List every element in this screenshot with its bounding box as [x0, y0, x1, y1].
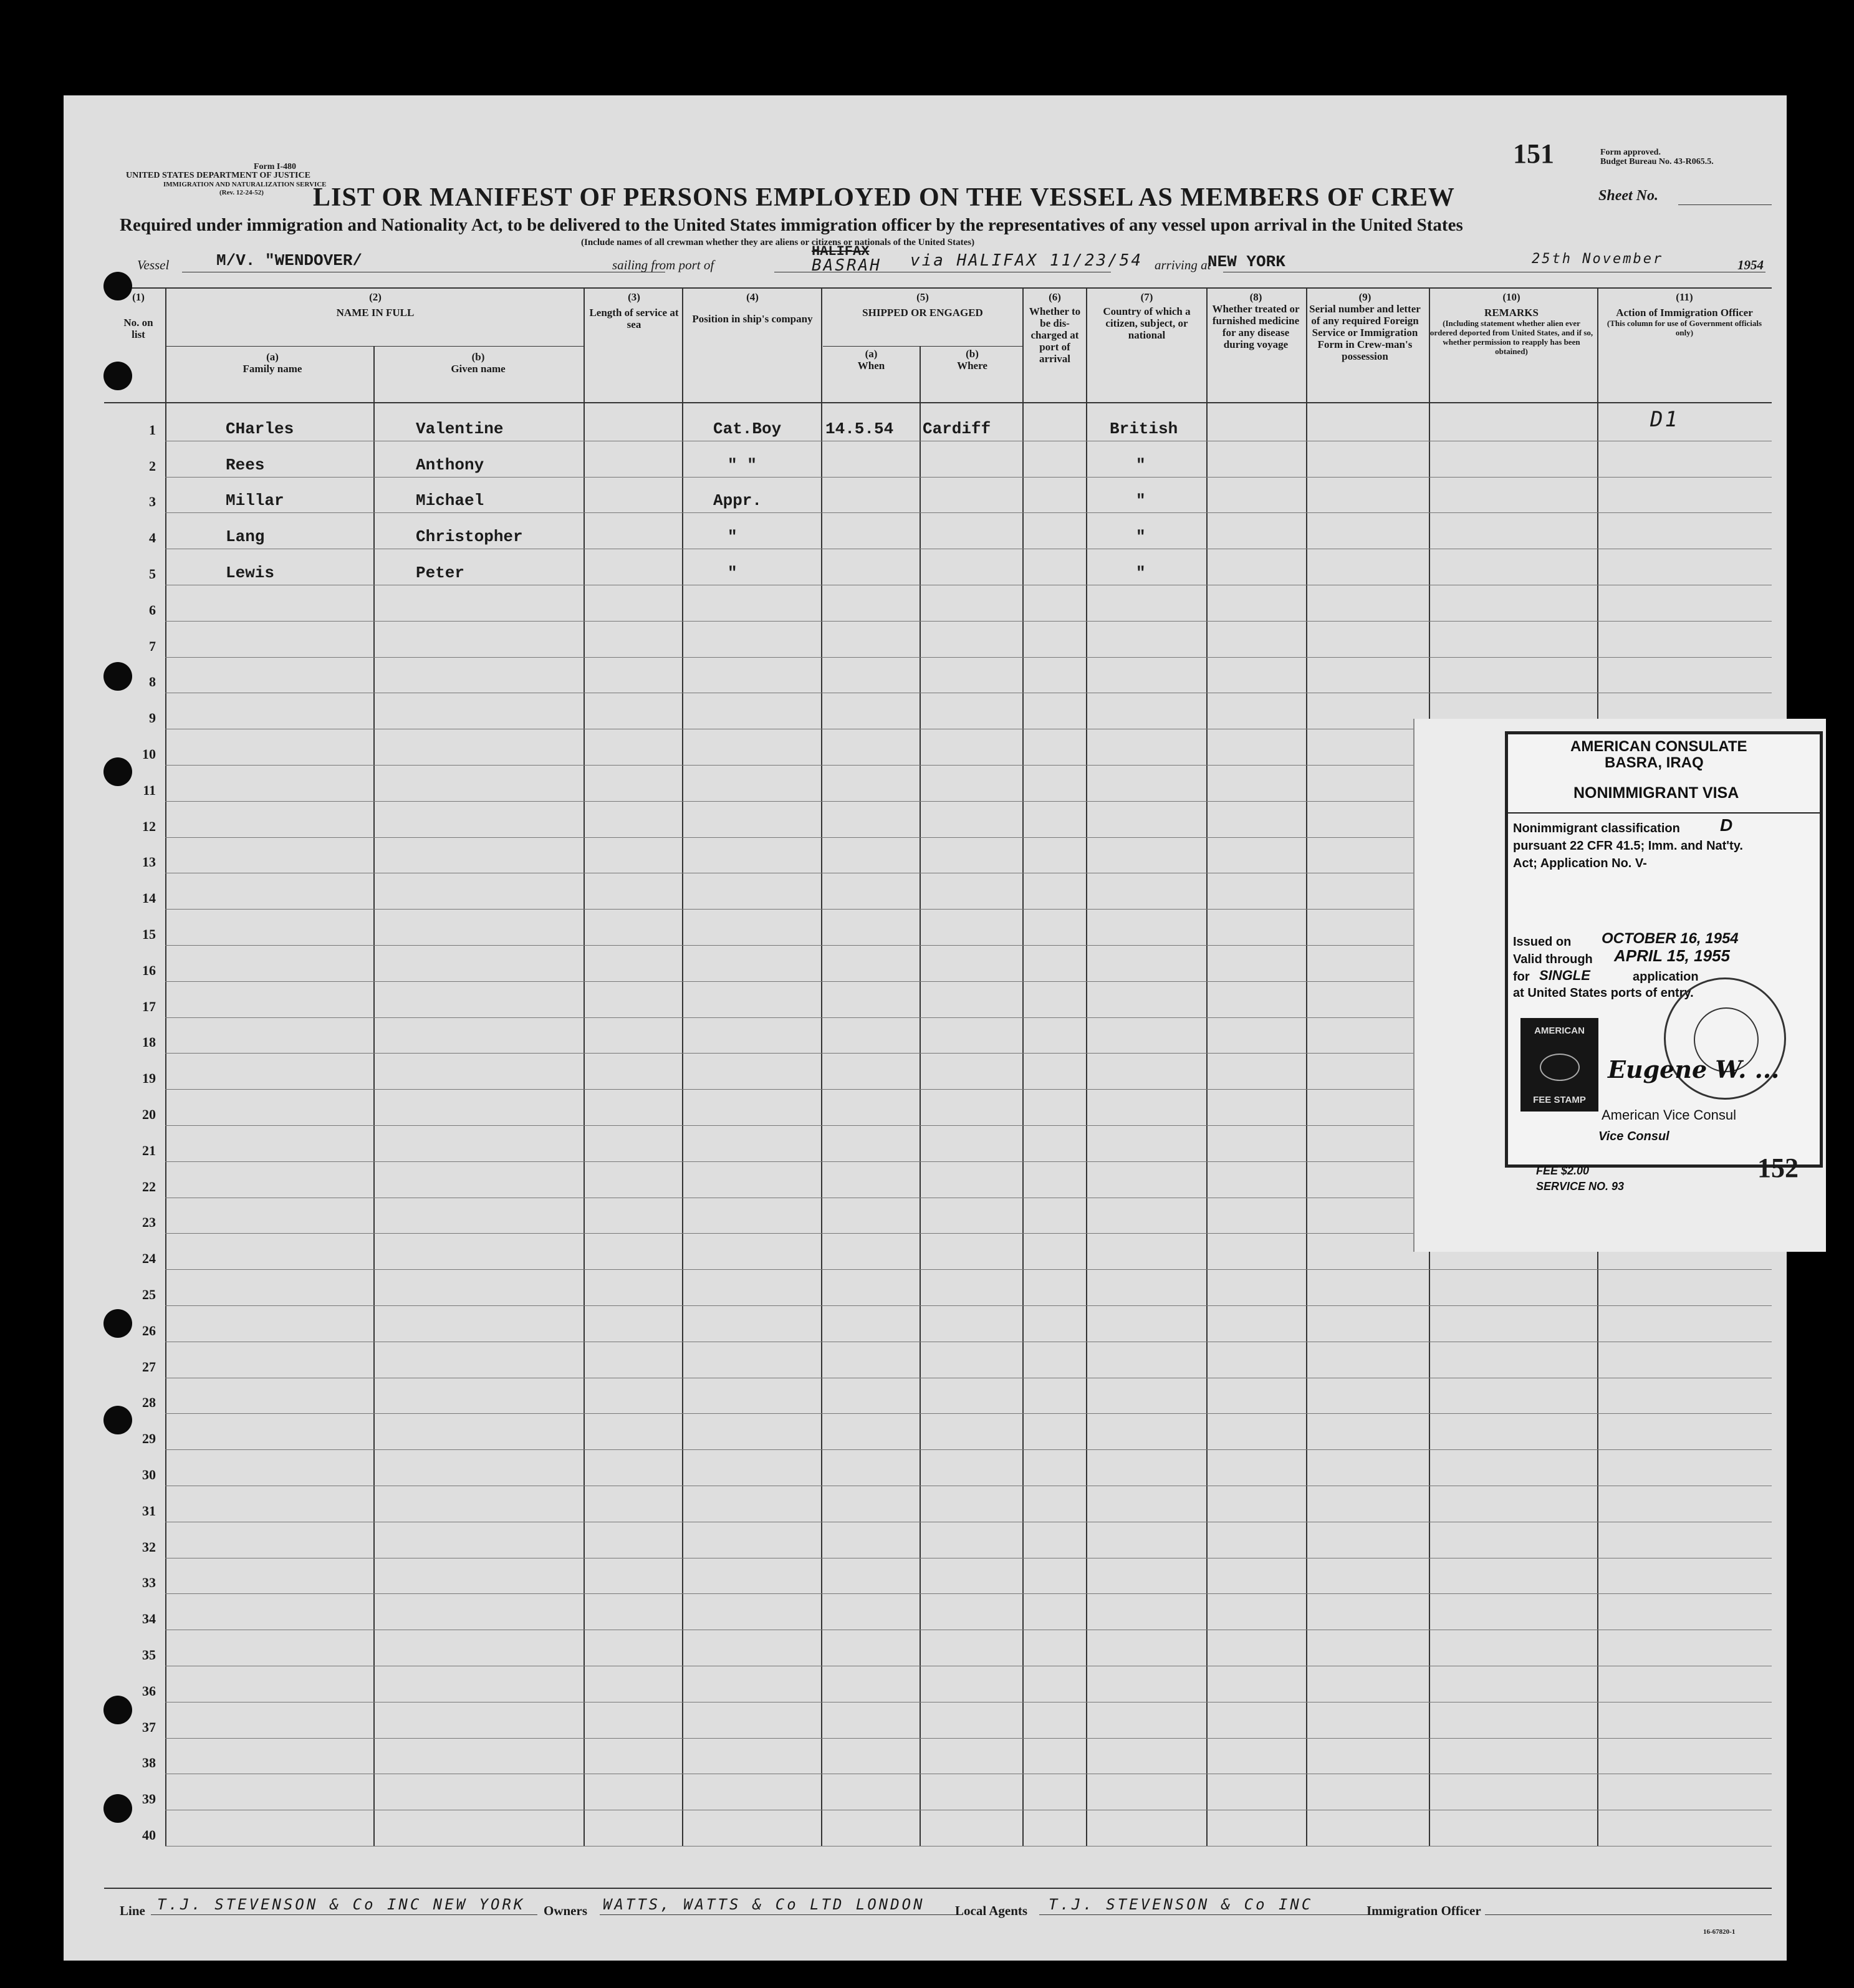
column-rule: [165, 287, 166, 1846]
row-number: 14: [142, 890, 156, 906]
crew-given-name: Peter: [416, 564, 465, 582]
row-number: 18: [142, 1034, 156, 1050]
revision-date: (Rev. 12-24-52): [219, 189, 264, 196]
form-subtitle: Required under immigration and Nationality Act, to be delivered to the United States immigration officer by the representatives of any vessel upon arrival in the United States: [120, 215, 1463, 235]
row-number: 30: [142, 1467, 156, 1482]
column-rule: [682, 287, 683, 1846]
service-name: IMMIGRATION AND NATURALIZATION SERVICE: [163, 181, 327, 188]
row-number: 5: [149, 566, 156, 582]
crew-position: " ": [728, 455, 757, 474]
arrival-year: 1954: [1737, 257, 1764, 272]
row-number: 33: [142, 1575, 156, 1591]
owners-label: Owners: [544, 1903, 587, 1918]
visa-fee: FEE $2.00: [1536, 1164, 1590, 1177]
row-number: 25: [142, 1287, 156, 1302]
col5b-header: (b) Where: [957, 348, 987, 372]
row-number: 22: [142, 1178, 156, 1194]
vessel-name: M/V. "WENDOVER/: [216, 251, 363, 270]
table-top-border: [104, 287, 1772, 289]
row-number: 13: [142, 854, 156, 870]
sailing-from-label: sailing from port of: [612, 257, 714, 272]
row-number: 32: [142, 1539, 156, 1555]
row-number: 38: [142, 1755, 156, 1771]
row-rule: [165, 1449, 1772, 1450]
row-number: 21: [142, 1142, 156, 1158]
form-approved: Form approved.: [1600, 148, 1661, 157]
row-number: 16: [142, 962, 156, 978]
punch-hole: [103, 362, 132, 390]
row-number: 10: [142, 746, 156, 762]
vessel-label: Vessel: [137, 257, 170, 272]
row-number: 24: [142, 1251, 156, 1267]
column-rule: [1306, 287, 1307, 1846]
punch-hole: [103, 1309, 132, 1338]
row-number: 12: [142, 818, 156, 834]
valid-date: APRIL 15, 1955: [1614, 946, 1730, 965]
form-title: LIST OR MANIFEST OF PERSONS EMPLOYED ON THE VESSEL AS MEMBERS OF CREW: [313, 183, 1455, 212]
line-label: Line: [120, 1903, 145, 1918]
col11-header: (11) Action of Immigration Officer (This column for use of Government officials only): [1607, 291, 1762, 337]
crew-given-name: Valentine: [416, 419, 504, 438]
crew-action: D1: [1650, 406, 1679, 432]
row-number: 35: [142, 1647, 156, 1663]
row-number: 1: [149, 421, 156, 438]
punch-hole: [103, 662, 132, 691]
col2b-header: (b) Given name: [451, 351, 506, 375]
row-number: 26: [142, 1322, 156, 1338]
header-bottom-border: [104, 402, 1772, 403]
form-note: (Include names of all crewman whether they are aliens or citizens or nationals of the United States): [581, 238, 975, 247]
punch-hole: [103, 1696, 132, 1724]
col8-header: (8) Whether treated or furnished medicine for any disease during voyage: [1212, 291, 1300, 350]
classification-label: Nonimmigrant classification: [1513, 822, 1680, 835]
vice-consul: Vice Consul: [1598, 1130, 1669, 1143]
row-number: 29: [142, 1431, 156, 1447]
table-bottom-border: [104, 1888, 1772, 1889]
row-number: 36: [142, 1683, 156, 1699]
row-number: 6: [149, 602, 156, 618]
crew-given-name: Michael: [416, 491, 484, 511]
visa-stamp: [1505, 731, 1823, 1168]
immigration-officer-label: Immigration Officer: [1366, 1903, 1481, 1918]
crew-shipped-when: 14.5.54: [825, 419, 894, 438]
owners-value: WATTS, WATTS & Co LTD LONDON: [603, 1896, 925, 1913]
consul-signature: Eugene W. ...: [1608, 1055, 1780, 1083]
page-number: 151: [1513, 138, 1554, 169]
col2-header: (2) NAME IN FULL: [336, 291, 415, 319]
manifest-page: [64, 95, 1799, 1961]
ports-of-entry: at United States ports of entry.: [1513, 986, 1694, 1000]
row-number: 7: [149, 638, 156, 654]
crew-country: ": [1136, 527, 1146, 547]
visa-type: NONIMMIGRANT VISA: [1573, 784, 1739, 802]
row-rule: [165, 1738, 1772, 1739]
column-rule: [1022, 287, 1024, 1846]
row-number: 4: [149, 530, 156, 546]
col10-header: (10) REMARKS (Including statement whether alien ever ordered deported from United States, and if so, whether permission to reapply has been obtained): [1429, 291, 1593, 356]
row-number: 3: [149, 494, 156, 510]
fee-stamp: AMERICAN FEE STAMP: [1520, 1018, 1598, 1112]
row-number: 15: [142, 926, 156, 942]
punch-hole: [103, 1406, 132, 1434]
sheet-number-label: Sheet No.: [1598, 188, 1658, 204]
port-struck: HALIFAX: [812, 244, 870, 259]
crew-family-name: Lewis: [226, 564, 275, 582]
row-rule: [165, 1413, 1772, 1414]
via-port: via HALIFAX 11/23/54: [910, 251, 1143, 270]
row-rule: [165, 512, 1772, 513]
row-number: 31: [142, 1502, 156, 1519]
valid-label: Valid through: [1513, 953, 1593, 966]
row-number: 23: [142, 1214, 156, 1231]
budget-bureau-number: Budget Bureau No. 43-R065.5.: [1600, 157, 1714, 166]
punch-hole: [103, 1794, 132, 1823]
col5-header: (5) SHIPPED OR ENGAGED: [862, 291, 983, 319]
row-number: 28: [142, 1395, 156, 1411]
arriving-label: arriving at: [1155, 257, 1211, 272]
row-number: 20: [142, 1107, 156, 1122]
crew-country: ": [1136, 564, 1146, 582]
department-name: UNITED STATES DEPARTMENT OF JUSTICE: [126, 171, 310, 180]
col5a-header: (a) When: [857, 348, 885, 372]
crew-family-name: Lang: [226, 527, 265, 547]
row-rule: [165, 1305, 1772, 1306]
row-rule: [165, 657, 1772, 658]
row-number: 34: [142, 1611, 156, 1627]
crew-position: Cat.Boy: [713, 419, 782, 438]
col6-header: (6) Whether to be dis-charged at port of arrival: [1029, 291, 1081, 365]
column-rule: [920, 346, 921, 1846]
consulate-city: BASRA, IRAQ: [1605, 754, 1704, 771]
visa-page-number: 152: [1757, 1153, 1799, 1183]
crew-country: ": [1136, 491, 1146, 511]
crew-family-name: CHarles: [226, 419, 294, 438]
local-agents-label: Local Agents: [955, 1903, 1028, 1918]
row-rule: [165, 1269, 1772, 1270]
col7-header: (7) Country of which a citizen, subject, or national: [1103, 291, 1191, 341]
crew-family-name: Rees: [226, 455, 265, 474]
column-rule: [1086, 287, 1087, 1846]
sailing-port: BASRAH: [812, 256, 881, 275]
col3-header: (3) Length of service at sea: [589, 291, 679, 330]
crew-given-name: Christopher: [416, 527, 523, 547]
row-number: 8: [149, 674, 156, 690]
row-number: 11: [143, 782, 156, 798]
crew-family-name: Millar: [226, 491, 284, 511]
column-rule: [1206, 287, 1208, 1846]
crew-given-name: Anthony: [416, 455, 484, 474]
arrival-date: 25th November: [1532, 251, 1664, 267]
crew-shipped-where: Cardiff: [923, 419, 991, 438]
row-number: 27: [142, 1358, 156, 1375]
classification-value: D: [1720, 815, 1733, 835]
col1-header: (1) No. on list: [123, 291, 153, 340]
crew-position: ": [728, 527, 737, 547]
row-rule: [165, 621, 1772, 622]
row-number: 40: [142, 1827, 156, 1843]
column-rule: [584, 287, 585, 1846]
issued-label: Issued on: [1513, 935, 1572, 949]
line-value: T.J. STEVENSON & Co INC NEW YORK: [157, 1896, 526, 1913]
row-rule: [165, 477, 1772, 478]
crew-country: ": [1136, 455, 1146, 474]
application-tail: application: [1633, 970, 1699, 984]
col4-header: (4) Position in ship's company: [692, 291, 813, 325]
pursuant-text: pursuant 22 CFR 41.5; Imm. and Nat'ty.: [1513, 839, 1743, 853]
consulate-name: AMERICAN CONSULATE: [1570, 738, 1747, 755]
sheet-number-line: [1678, 204, 1772, 205]
col2a-header: (a) Family name: [243, 351, 302, 375]
punch-hole: [103, 272, 132, 300]
form-number: Form I-480: [254, 162, 297, 171]
visa-service-number: SERVICE NO. 93: [1536, 1180, 1625, 1193]
row-rule: [165, 1593, 1772, 1594]
row-number: 37: [142, 1719, 156, 1735]
column-rule: [373, 346, 375, 1846]
row-number: 19: [142, 1070, 156, 1087]
entry-type: SINGLE: [1539, 968, 1590, 983]
for-label: for: [1513, 970, 1530, 984]
arriving-port: NEW YORK: [1208, 252, 1285, 271]
crew-position: ": [728, 564, 737, 582]
row-number: 39: [142, 1791, 156, 1807]
local-agents-value: T.J. STEVENSON & Co INC: [1049, 1896, 1314, 1913]
row-number: 9: [149, 710, 156, 726]
print-code: 16-67820-1: [1703, 1928, 1736, 1936]
column-rule: [821, 287, 822, 1846]
officer-title: American Vice Consul: [1602, 1107, 1737, 1123]
punch-hole: [103, 757, 132, 786]
row-number: 2: [149, 458, 156, 474]
issued-date: OCTOBER 16, 1954: [1602, 930, 1739, 947]
crew-country: British: [1110, 419, 1178, 438]
crew-position: Appr.: [713, 491, 762, 511]
col9-header: (9) Serial number and letter of any required Foreign Service or Immigration Form in Crew-man's possession: [1309, 291, 1421, 362]
row-number: 17: [142, 998, 156, 1014]
application-number: Act; Application No. V-: [1513, 857, 1647, 870]
